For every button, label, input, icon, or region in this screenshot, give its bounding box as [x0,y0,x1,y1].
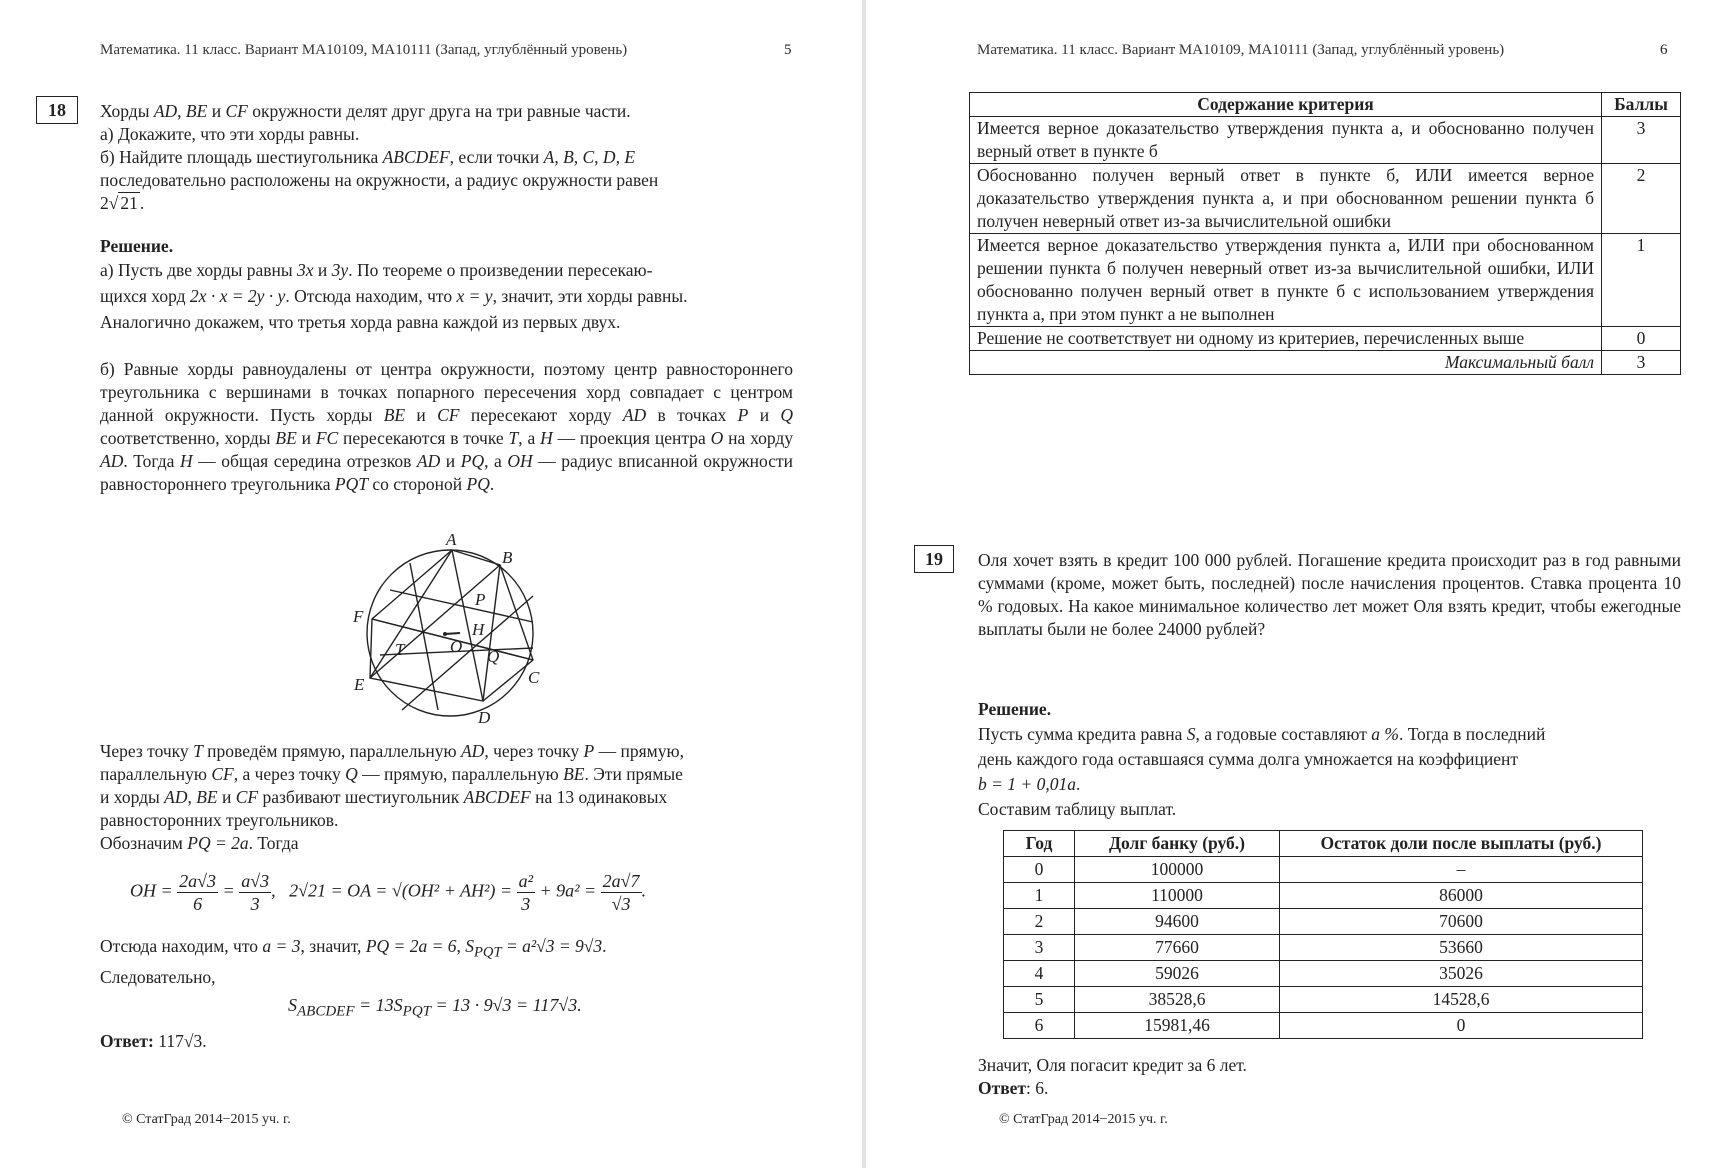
table-row: Имеется верное доказательство утверждения пункта а, ИЛИ при обоснованном решении пункта б получен неверный ответ из-за вычислительной ошибки, ИЛИ обоснованно получен верный ответ в пункте б с использованием утверждения пункта а, при этом пункт а не выполнен 1 [970,234,1681,327]
table-row: Имеется верное доказательство утверждения пункта а, и обоснованно получен верный ответ в пункте б 3 [970,117,1681,164]
page-left [0,0,862,1168]
criteria-table [969,92,1681,375]
page-footer: © СтатГрад 2014−2015 уч. г. [122,1112,291,1127]
table-row: 4 59026 35026 [1004,961,1643,987]
formula-oh: OH = $\frac{2a√3}{6}$ = $\frac{a√3}{3}$ , 2√21 = OA = √(OH² + AH²) = $\frac{\text{a²}}{3}$ + 9a² = $\frac{2a√7}{√3}$ . [130,871,647,914]
page-header: Математика. 11 класс. Вариант МА10109, МА10111 (Запад, углублённый уровень) [100,42,628,58]
label-B: B [502,548,513,567]
result-line: Отсюда находим, что a = 3, значит, PQ = 2a = 6, $S_{PQT} = a^2√3 = 9√3$. [100,936,607,961]
table-row: 1 110000 86000 [1004,883,1643,909]
hexagon-figure [350,530,550,735]
conclusion-text: Значит, Оля погасит кредит за 6 лет. [978,1055,1247,1075]
label-F: F [353,607,364,626]
table-row: Решение не соответствует ни одному из критериев, перечисленных выше 0 [970,327,1681,351]
solution-part-c: Через точку T проведём прямую, параллельную AD, через точку P — прямую, параллельную CF, а через точку Q — прямую, параллельную BE. Эти прямые и хорды AD, BE и CF разбивают шестиугольник ABCDEF на 13 одинаковых равносторонних треугольников. Обозначим PQ = 2a. Тогда [100,741,684,853]
label-E: E [354,675,365,694]
payments-header-row: Год Долг банку (руб.) Остаток доли после выплаты (руб.) [1004,831,1643,857]
task-number-19: 19 [914,545,954,573]
center-dot [443,632,447,636]
table-row: 0 100000 – [1004,857,1643,883]
page-number: 6 [1660,42,1668,58]
task-number-18: 18 [36,96,78,124]
max-score-row: Максимальный балл 3 [970,351,1681,375]
criteria-header-row [970,93,1681,117]
table-row: 6 15981,46 0 [1004,1013,1643,1039]
answer-18: Ответ: 117√3. [100,1031,207,1051]
problem-18: Хорды AD, BE и CF окружности делят друг друга на три равные части. а) Докажите, что эти хорды равны. б) Найдите площадь шестиугольника ABCDEF, если точки A, B, C, D, E последовательно расположены на окружности, а радиус окружности равен 2√ 21 . [100,100,793,215]
solution-title: Решение. [978,699,1052,719]
label-A: A [446,530,457,549]
label-T: T [395,640,405,659]
solution-19: Пусть сумма кредита равна S, а годовые составляют a %. Тогда в последний день каждого года оставшаяся сумма долга умножается на коэффициент b = 1 + 0,01a. Составим таблицу выплат. [978,724,1546,819]
criteria-col-points: Баллы [1602,93,1681,117]
table-row: Обоснованно получен верный ответ в пункте б, ИЛИ имеется верное доказательство утверждения пункта а, и при обоснованном решении пункта б получен неверный ответ из-за вычислительной ошибки 2 [970,164,1681,234]
page-right [866,0,1725,1168]
table-row: 3 77660 53660 [1004,935,1643,961]
label-D: D [478,708,491,727]
formula-area: $S_{ABCDEF} = 13S_{PQT} = 13 \cdot 9√3 = 117√3$. [288,995,582,1020]
solution-title: Решение. [100,236,174,256]
criteria-col-content: Содержание критерия [970,93,1602,117]
page-footer: © СтатГрад 2014−2015 уч. г. [999,1112,1168,1127]
solution-part-a: а) Пусть две хорды равны 3x и 3y. По теореме о произведении пересекаю- щихся хорд 2x · x = 2y · y. Отсюда находим, что x = y, значит, эти хорды равны. Аналогично докажем, что третья хорда равна каждой из первых двух. [100,260,688,332]
answer-19: Ответ: 6. [978,1078,1049,1098]
label-P: P [475,590,486,609]
radius-value: 2√ 21 . [100,193,145,213]
therefore-text: Следовательно, [100,967,216,987]
page-header: Математика. 11 класс. Вариант МА10109, МА10111 (Запад, углублённый уровень) [977,42,1505,58]
label-Q: Q [487,647,500,666]
page-number: 5 [784,42,792,58]
label-C: C [528,668,540,687]
table-row: 2 94600 70600 [1004,909,1643,935]
solution-part-b: б) Равные хорды равноудалены от центра окружности, поэтому центр равностороннего треугольника с вершинами в точках попарного пересечения хорд совпадает с центром данной окружности. Пусть хорды BE и CF пересекают хорду AD в точках P и Q соответственно, хорды BE и FC пересекаются в точке T, а H — проекция центра O на хорду AD. Тогда H — общая середина отрезков AD и PQ, а OH — радиус вписанной окружности равностороннего треугольника PQT со стороной PQ. [100,359,794,494]
payments-table [1003,830,1643,1039]
table-row: 5 38528,6 14528,6 [1004,987,1643,1013]
problem-19: Оля хочет взять в кредит 100 000 рублей. Погашение кредита происходит раз в год равными суммами (кроме, может быть, последней) после начисления процентов. Ставка процента 10 % годовых. На какое минимальное количество лет может Оля взять кредит, чтобы ежегодные выплаты были не более 24000 рублей? [978,550,1681,639]
label-H: H [472,620,485,639]
label-O: O [450,637,463,656]
hexagon-outline [370,550,533,701]
